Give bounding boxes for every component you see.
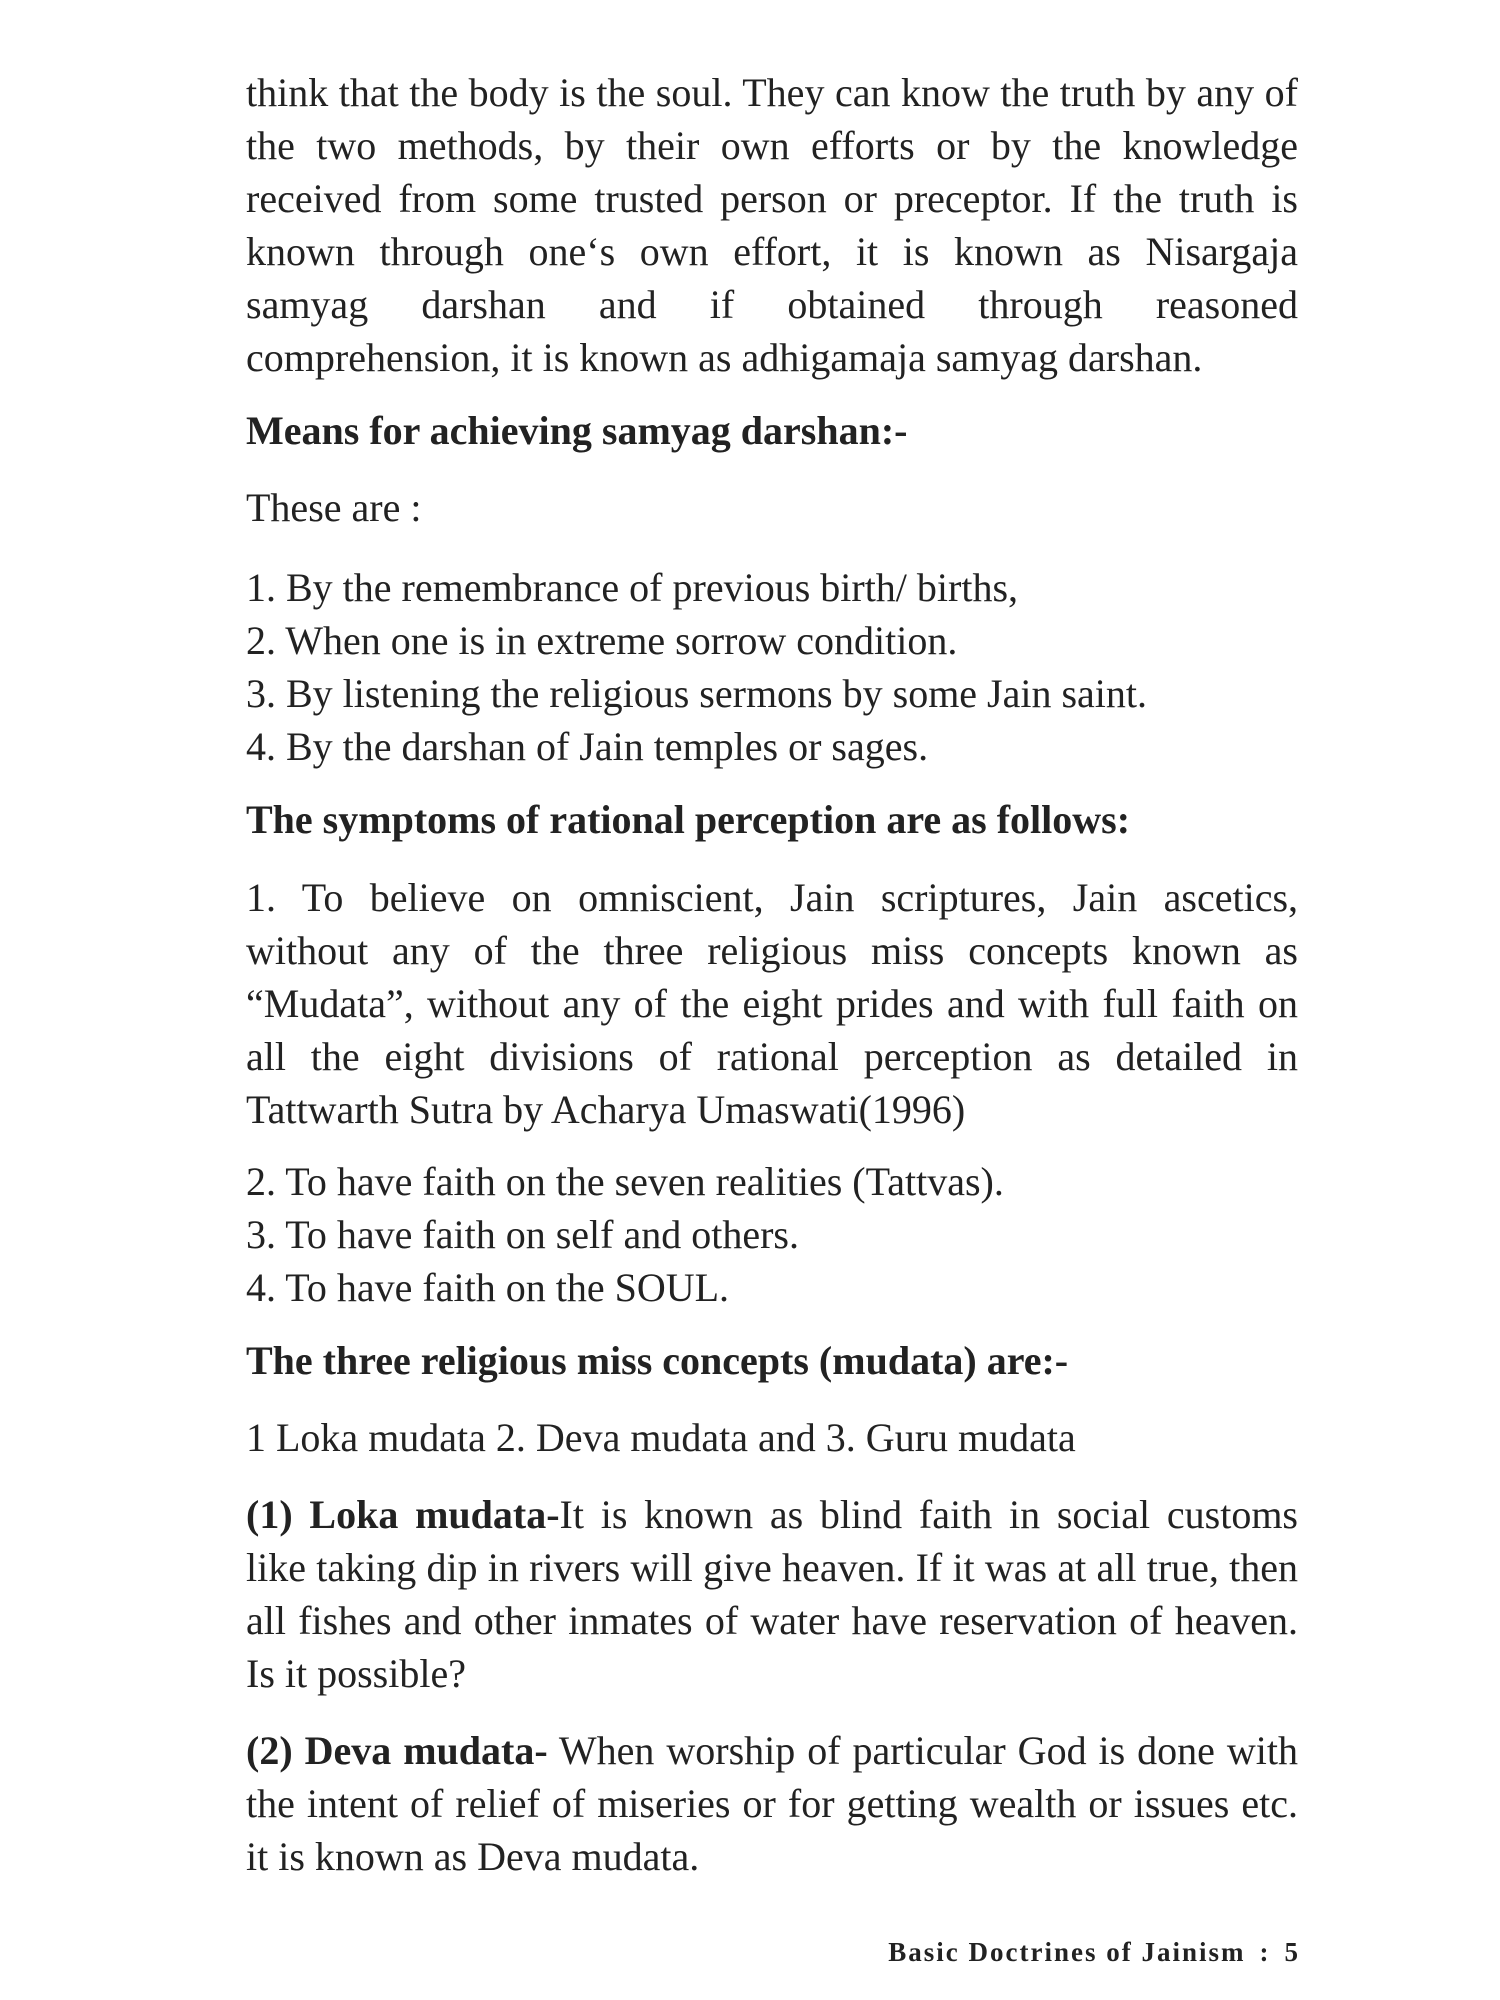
list-item xyxy=(246,720,1298,773)
running-footer xyxy=(888,1937,1300,1968)
deva-mudata-paragraph xyxy=(246,1724,1298,1883)
list-number: 2. xyxy=(246,1159,276,1204)
deva-mudata-text: When worship of particular God is done with the intent of relief of miseries or for getting wealth or issues etc. it is known as Deva mudata. xyxy=(246,1728,1298,1879)
list-item xyxy=(246,1208,1298,1261)
list-text: To have faith on the SOUL. xyxy=(285,1265,730,1310)
mudata-list: 1 Loka mudata 2. Deva mudata and 3. Guru mudata xyxy=(246,1415,1076,1460)
list-number: 4. xyxy=(246,724,276,769)
list-item xyxy=(246,561,1298,614)
symptoms-list xyxy=(246,1155,1298,1314)
loka-mudata-label: (1) Loka mudata- xyxy=(246,1492,560,1537)
list-number: 1. xyxy=(246,565,276,610)
symptom-paragraph xyxy=(246,871,1298,1136)
intro-paragraph: think that the body is the soul. They can know the truth by any of the two methods, by their own efforts or by the knowledge received from some trusted person or preceptor. If the truth is known through one‘s own effort, it is known as Nisargaja samyag darshan and if obtained through reasoned comprehension, it is known as adhigamaja samyag darshan. xyxy=(246,70,1298,380)
footer-title: Basic Doctrines of Jainism xyxy=(888,1937,1246,1967)
footer-separator: : xyxy=(1259,1937,1271,1967)
list-item xyxy=(246,614,1298,667)
list-number: 1. xyxy=(246,875,276,920)
means-lead: These are : xyxy=(246,485,422,530)
list-number: 4. xyxy=(246,1265,276,1310)
list-text: To have faith on self and others. xyxy=(285,1212,799,1257)
means-list xyxy=(246,561,1298,773)
list-item xyxy=(246,1155,1298,1208)
loka-mudata-paragraph xyxy=(246,1488,1298,1700)
list-item xyxy=(246,667,1298,720)
list-text: To have faith on the seven realities (Tattvas). xyxy=(285,1159,1004,1204)
means-heading: Means for achieving samyag darshan:- xyxy=(246,408,908,453)
mudata-heading: The three religious miss concepts (mudata) are:- xyxy=(246,1338,1069,1383)
list-text: By the darshan of Jain temples or sages. xyxy=(286,724,929,769)
text-column xyxy=(246,66,1298,1883)
list-number: 3. xyxy=(246,1212,276,1257)
loka-mudata-text: It is known as blind faith in social customs like taking dip in rivers will give heaven. If it was at all true, then all fishes and other inmates of water have reservation of heaven. Is it possible? xyxy=(246,1492,1298,1696)
list-item xyxy=(246,1261,1298,1314)
list-text: By listening the religious sermons by some Jain saint. xyxy=(286,671,1148,716)
symptom-text: To believe on omniscient, Jain scriptures, Jain ascetics, without any of the three religious miss concepts known as “Mudata”, without any of the eight prides and with full faith on all the eight divisions of rational perception as detailed in Tattwarth Sutra by Acharya Umaswati(1996) xyxy=(246,875,1299,1132)
list-text: By the remembrance of previous birth/ births, xyxy=(286,565,1019,610)
page-number: 5 xyxy=(1284,1937,1300,1967)
symptoms-heading: The symptoms of rational perception are as follows: xyxy=(246,797,1131,842)
list-number: 3. xyxy=(246,671,276,716)
deva-mudata-label: (2) Deva mudata- xyxy=(246,1728,548,1773)
list-number: 2. xyxy=(246,618,276,663)
list-text: When one is in extreme sorrow condition. xyxy=(285,618,958,663)
